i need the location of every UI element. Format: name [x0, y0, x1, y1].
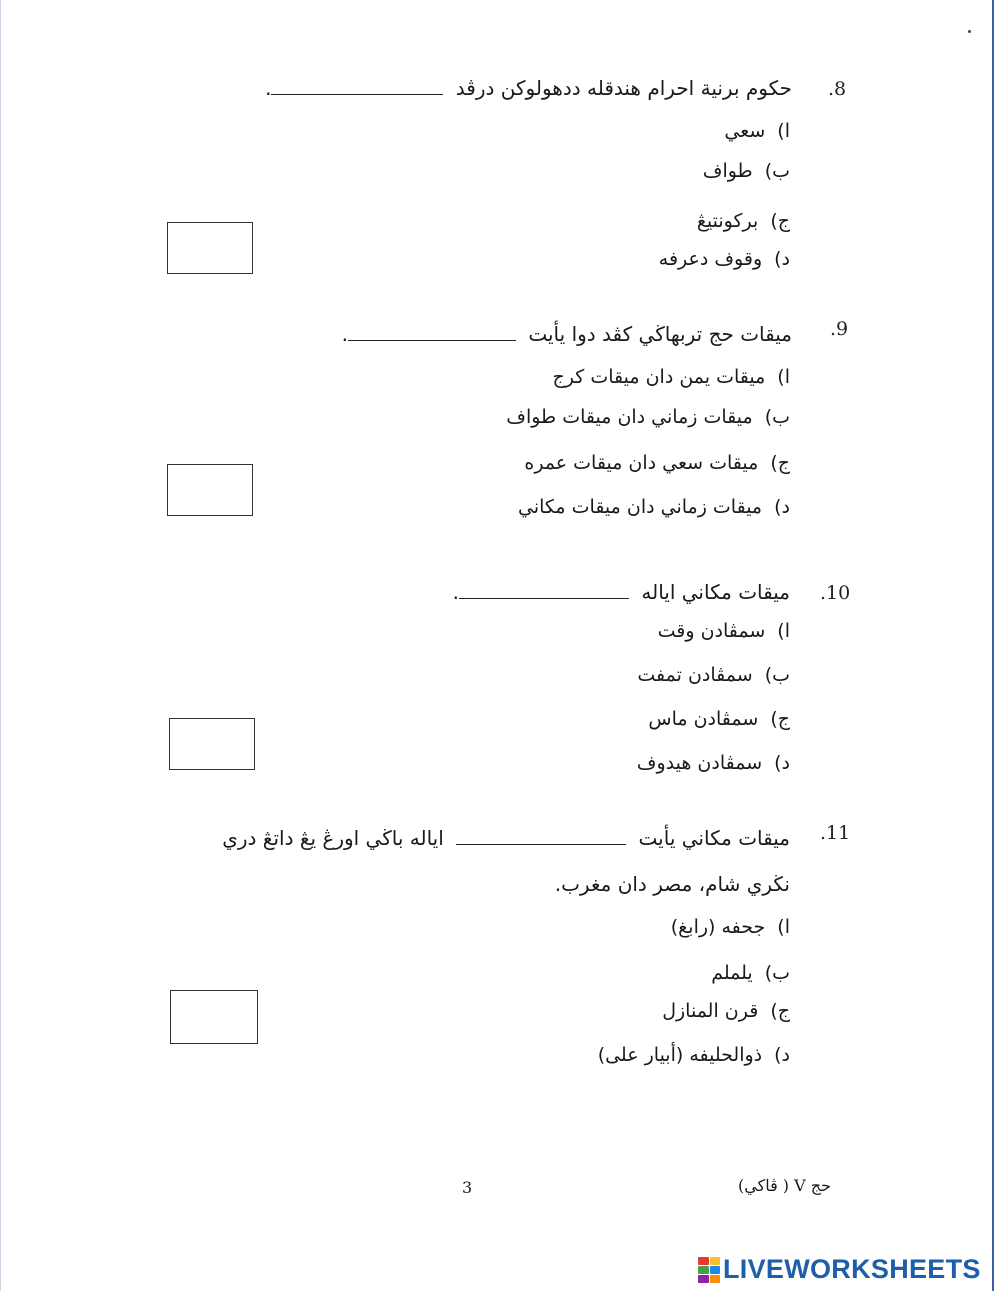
option-d: د)وقوف دعرفه: [658, 248, 790, 270]
stem-text-continued: اياله باڬي اورڠ يڠ داتڠ دري: [222, 826, 444, 850]
question-number: .8: [828, 78, 847, 100]
question-number: .10: [820, 582, 851, 604]
stem-text: ميقات مكاني اياله: [641, 580, 790, 604]
answer-box[interactable]: [167, 222, 253, 274]
answer-blank: [456, 843, 626, 845]
option-c: ج)بركونتيڠ: [696, 210, 790, 232]
option-a: ا)سمڤادن وقت: [657, 620, 790, 642]
stem-text: ميقات حج تربهاڬي كڤد دوا يأيت: [528, 322, 792, 346]
stem-text: ميقات مكاني يأيت: [638, 826, 790, 850]
option-d: د)سمڤادن هيدوف: [636, 752, 790, 774]
option-b: ب)طواف: [702, 160, 790, 182]
question-number: .9: [830, 318, 849, 340]
option-b: ب)ميقات زماني دان ميقات طواف: [506, 406, 790, 428]
answer-box[interactable]: [167, 464, 253, 516]
question-number: .11: [820, 822, 851, 844]
question-stem: حكوم برنية احرام هندقله ددهولوكن درڤد .: [265, 76, 792, 100]
question-stem-line2: نڬري شام، مصر دان مغرب.: [554, 872, 790, 896]
brand-icon: [698, 1257, 720, 1283]
option-d: د)ذوالحليفه (أبيار على): [597, 1044, 790, 1066]
option-b: ب)يلملم: [711, 962, 790, 984]
option-c: ج)ميقات سعي دان ميقات عمره: [524, 452, 790, 474]
stem-text: حكوم برنية احرام هندقله ددهولوكن درڤد: [455, 76, 792, 100]
option-a: ا)سعي: [724, 120, 790, 142]
page-number: 3: [462, 1178, 473, 1197]
answer-box[interactable]: [169, 718, 255, 770]
answer-blank: [348, 339, 516, 341]
answer-blank: [459, 597, 629, 599]
question-stem: ميقات مكاني اياله .: [452, 580, 790, 604]
footer-subject: حج V ( ڤاكي): [738, 1176, 832, 1195]
option-d: د)ميقات زماني دان ميقات مكاني: [518, 496, 790, 518]
liveworksheets-logo[interactable]: [698, 1254, 981, 1285]
option-c: ج)قرن المنازل: [662, 1000, 790, 1022]
option-a: ا)ميقات يمن دان ميقات كرج: [552, 366, 790, 388]
scan-speck: [968, 30, 971, 33]
answer-blank: [271, 93, 443, 95]
question-stem: ميقات حج تربهاڬي كڤد دوا يأيت .: [341, 322, 792, 346]
brand-name: LIVEWORKSHEETS: [723, 1254, 981, 1284]
option-c: ج)سمڤادن ماس: [648, 708, 790, 730]
option-b: ب)سمڤادن تمفت: [637, 664, 790, 686]
option-a: ا)جحفه (رابغ): [670, 916, 790, 938]
answer-box[interactable]: [170, 990, 258, 1044]
question-stem: [222, 826, 790, 850]
